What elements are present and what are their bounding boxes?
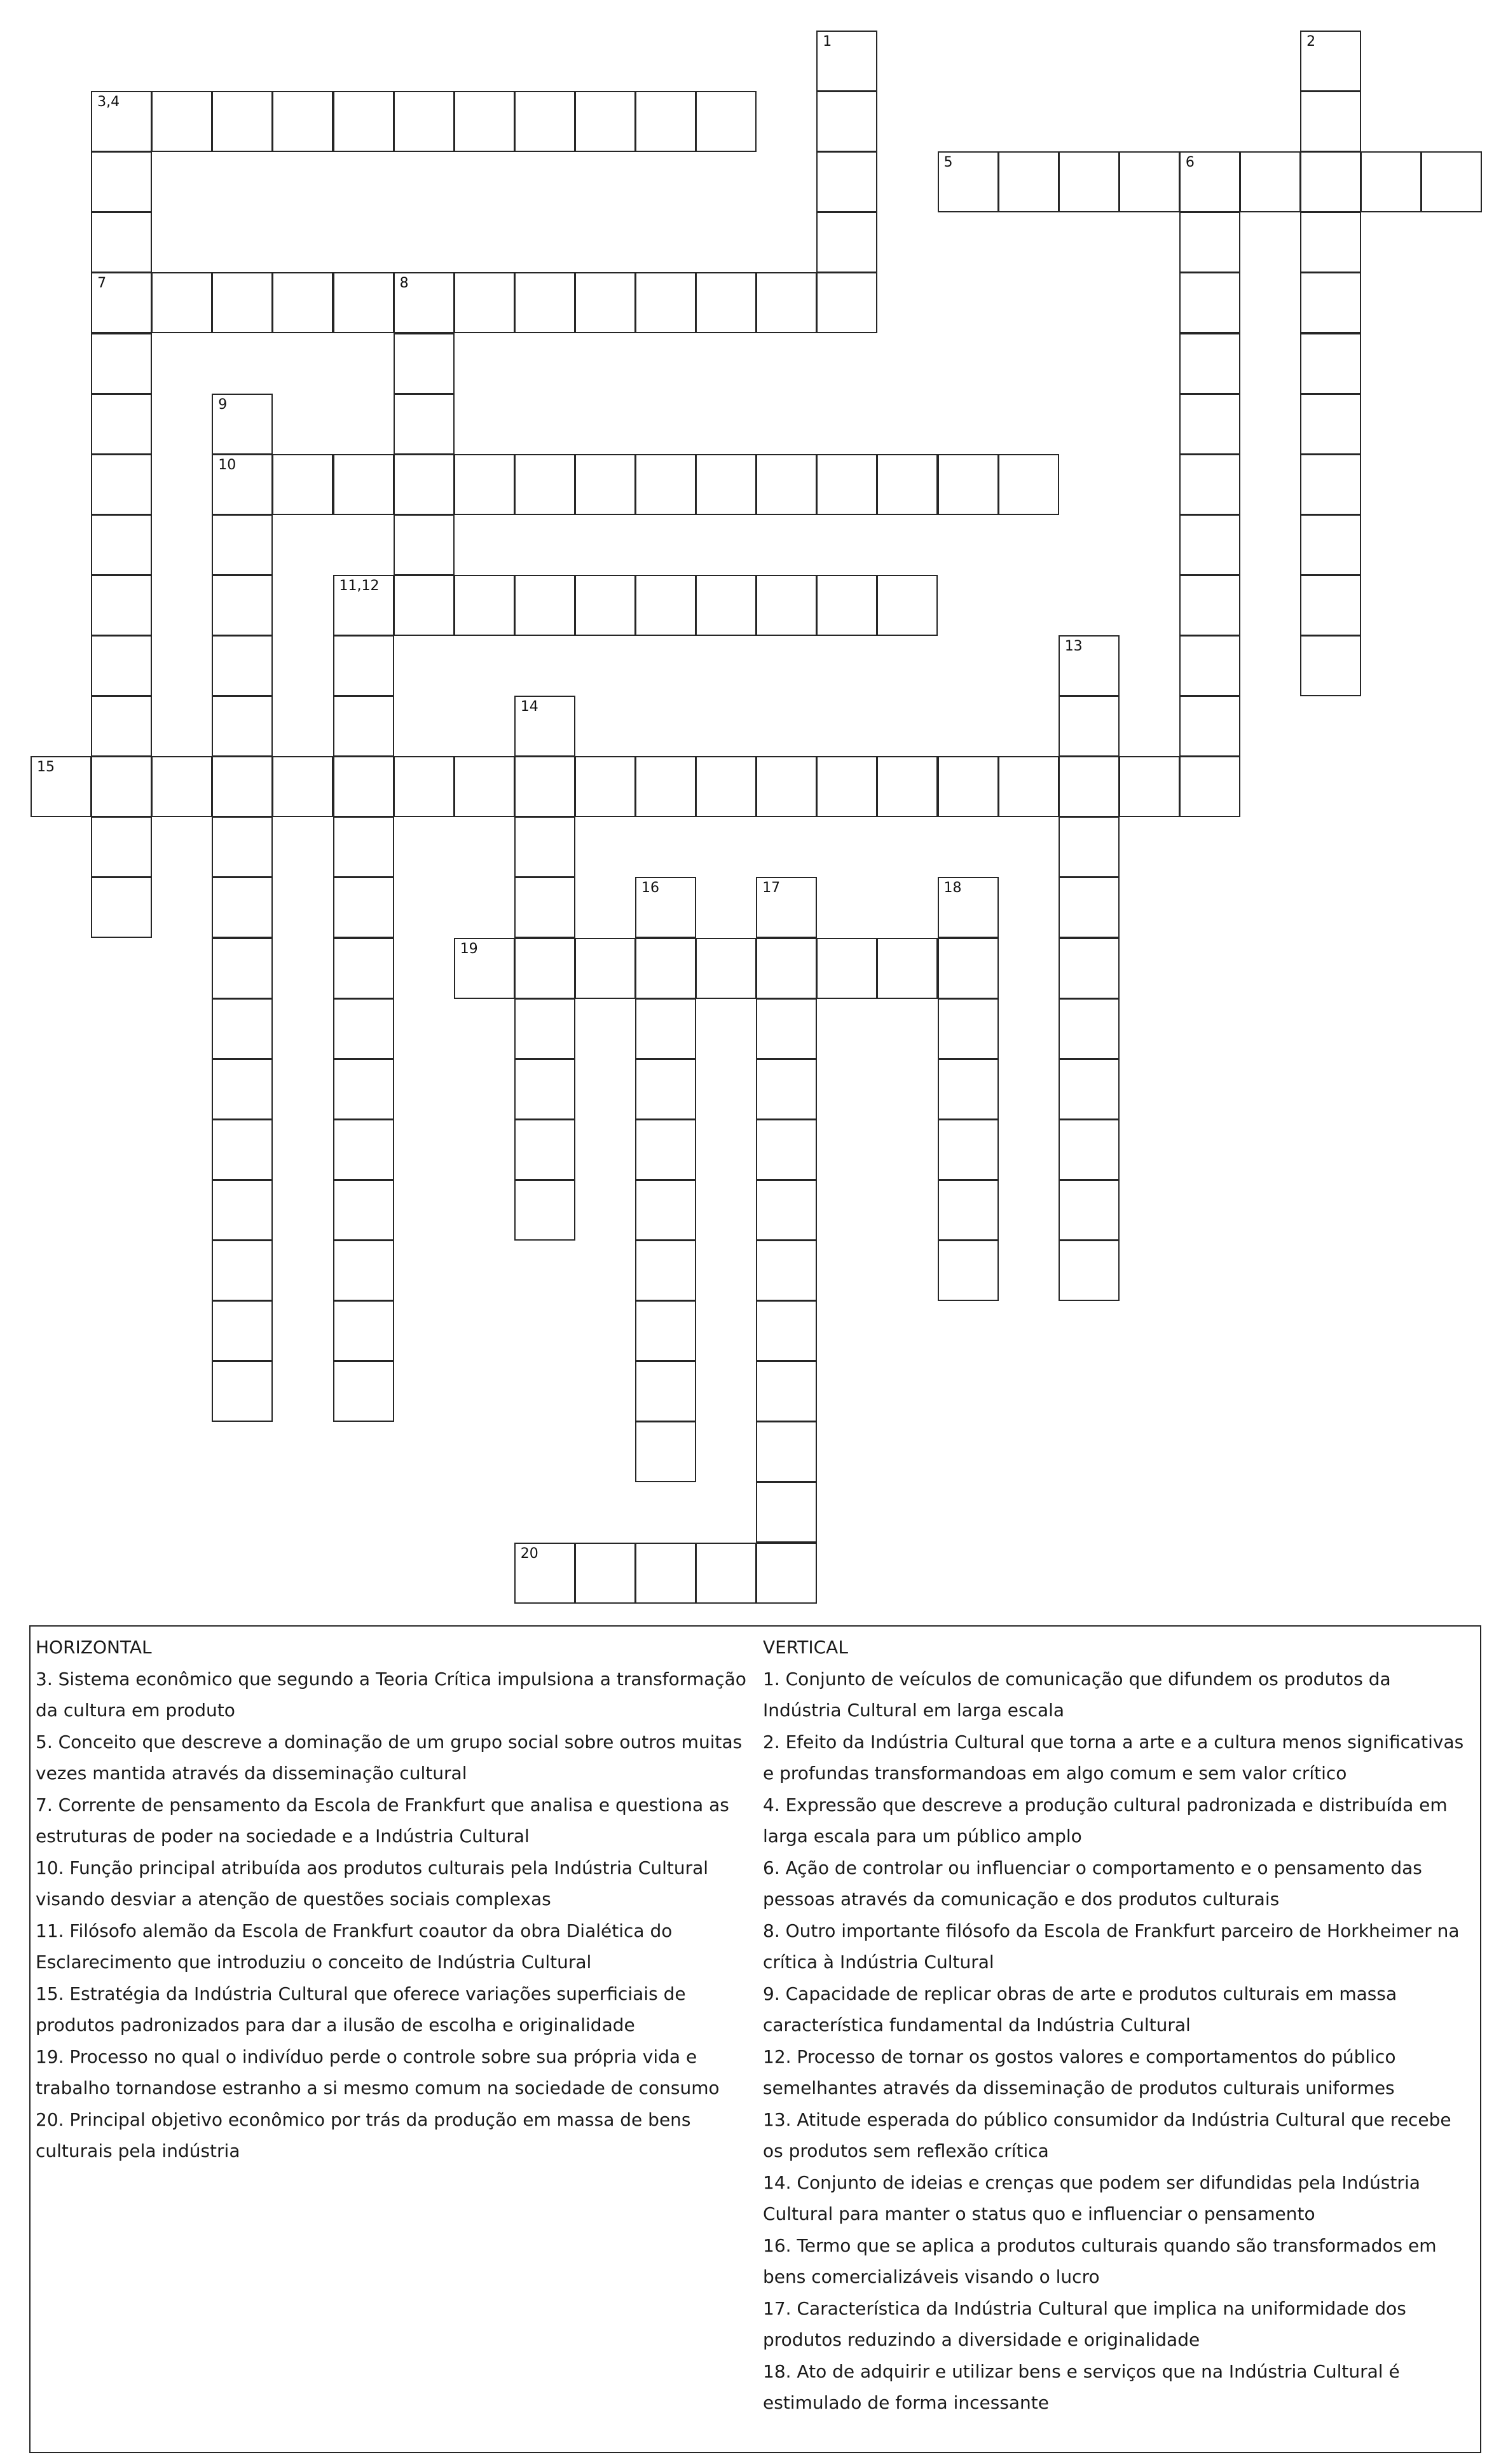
grid-cell[interactable] [212,635,273,696]
clue-down-4: 4. Expressão que descreve a produção cultural padronizada e distribuída em larga escala para um público amplo [763,1794,1448,1847]
grid-cell[interactable] [756,938,817,999]
clue-number-1112: 11,12 [339,577,380,594]
grid-cell[interactable] [756,1482,817,1543]
grid-cell[interactable] [333,635,394,696]
grid-cell[interactable] [454,938,515,999]
grid-cell[interactable] [635,938,696,999]
grid-cell[interactable] [333,1059,394,1120]
clue-across-20: 20. Principal objetivo econômico por trás da produção em massa de bens culturais pela indústria [36,2109,691,2161]
grid-cell[interactable] [394,575,455,636]
grid-cell[interactable] [938,1119,999,1180]
grid-cell[interactable] [575,454,636,515]
grid-cell[interactable] [938,756,999,817]
grid-cell[interactable] [938,1180,999,1241]
grid-cell[interactable] [514,91,575,152]
grid-cell[interactable] [1300,212,1361,273]
grid-cell[interactable] [212,514,273,575]
grid-cell[interactable] [635,1361,696,1422]
grid-cell[interactable] [212,1361,273,1422]
grid-cell[interactable] [1059,938,1120,999]
grid-cell[interactable] [635,877,696,938]
grid-cell[interactable] [1300,394,1361,455]
grid-cell[interactable] [333,816,394,878]
grid-cell[interactable] [756,1240,817,1301]
grid-cell[interactable] [696,756,757,817]
grid-cell[interactable] [756,877,817,938]
grid-cell[interactable] [91,454,152,515]
clue-down-8: 8. Outro importante filósofo da Escola de Frankfurt parceiro de Horkheimer na crítica à Indústria Cultural [763,1920,1460,1972]
clue-number-13: 13 [1064,638,1083,654]
grid-cell[interactable] [938,1059,999,1120]
grid-cell[interactable] [514,998,575,1059]
grid-cell[interactable] [272,91,333,152]
grid-cell[interactable] [212,394,273,455]
grid-cell[interactable] [635,1421,696,1482]
clue-down-2: 2. Efeito da Indústria Cultural que torna a arte e a cultura menos significativas e profundas transformandoas em algo comum e sem valor crítico [763,1731,1464,1784]
grid-cell[interactable] [816,91,877,152]
grid-cell[interactable] [1059,696,1120,757]
grid-cell[interactable] [1300,91,1361,152]
grid-cell[interactable] [938,454,999,515]
grid-cell[interactable] [514,696,575,757]
grid-cell[interactable] [212,1059,273,1120]
grid-cell[interactable] [756,1421,817,1482]
grid-cell[interactable] [1300,151,1361,212]
grid-cell[interactable] [1059,998,1120,1059]
grid-cell[interactable] [212,91,273,152]
grid-cell[interactable] [91,394,152,455]
grid-cell[interactable] [333,1361,394,1422]
grid-cell[interactable] [575,272,636,333]
grid-cell[interactable] [333,575,394,636]
grid-cell[interactable] [333,1300,394,1361]
grid-cell[interactable] [1059,1240,1120,1301]
grid-cell[interactable] [151,91,212,152]
clue-down-1: 1. Conjunto de veículos de comunicação que difundem os produtos da Indústria Cultural em larga escala [763,1668,1391,1721]
grid-cell[interactable] [877,938,938,999]
grid-cell[interactable] [272,454,333,515]
grid-cell[interactable] [635,1180,696,1241]
grid-cell[interactable] [514,1119,575,1180]
grid-cell[interactable] [212,877,273,938]
grid-cell[interactable] [272,272,333,333]
grid-cell[interactable] [1300,31,1361,92]
clue-across-19: 19. Processo no qual o indivíduo perde o controle sobre sua própria vida e trabalho tornandose estranho a si mesmo comum na sociedade de consumo [36,2046,720,2098]
grid-cell[interactable] [1179,696,1240,757]
grid-cell[interactable] [514,575,575,636]
grid-cell[interactable] [816,212,877,273]
grid-cell[interactable] [938,1240,999,1301]
clue-down-6: 6. Ação de controlar ou influenciar o comportamento e o pensamento das pessoas através da comunicação e dos produtos culturais [763,1857,1422,1910]
clue-across-11: 11. Filósofo alemão da Escola de Frankfurt coautor da obra Dialética do Esclarecimento que introduziu o conceito de Indústria Cultural [36,1920,673,1972]
grid-cell[interactable] [1059,635,1120,696]
grid-cell[interactable] [1300,454,1361,515]
clue-down-12: 12. Processo de tornar os gostos valores e comportamentos do público semelhantes através da disseminação de produtos culturais uniformes [763,2046,1396,2098]
grid-cell[interactable] [1179,272,1240,333]
grid-cell[interactable] [1119,756,1180,817]
grid-cell[interactable] [91,575,152,636]
clue-number-9: 9 [218,396,228,413]
grid-cell[interactable] [514,1543,575,1604]
grid-cell[interactable] [1179,514,1240,575]
grid-cell[interactable] [394,454,455,515]
grid-cell[interactable] [575,1543,636,1604]
grid-cell[interactable] [1421,151,1482,212]
grid-cell[interactable] [635,575,696,636]
grid-cell[interactable] [454,575,515,636]
grid-cell[interactable] [756,1180,817,1241]
grid-cell[interactable] [514,877,575,938]
grid-cell[interactable] [151,272,212,333]
grid-cell[interactable] [212,454,273,515]
grid-cell[interactable] [212,998,273,1059]
grid-cell[interactable] [333,877,394,938]
grid-cell[interactable] [635,1300,696,1361]
grid-cell[interactable] [333,272,394,333]
grid-cell[interactable] [1179,756,1240,817]
grid-cell[interactable] [635,1059,696,1120]
grid-cell[interactable] [454,91,515,152]
clue-number-16: 16 [641,880,659,897]
clue-down-14: 14. Conjunto de ideias e crenças que podem ser difundidas pela Indústria Cultural para manter o status quo e influenciar o pensamento [763,2171,1420,2224]
across-title: HORIZONTAL [36,1637,152,1658]
clue-number-20: 20 [520,1545,538,1562]
grid-cell[interactable] [91,212,152,273]
grid-cell[interactable] [333,1180,394,1241]
clue-number-14: 14 [520,699,538,715]
grid-cell[interactable] [333,938,394,999]
grid-cell[interactable] [272,756,333,817]
grid-cell[interactable] [635,91,696,152]
grid-cell[interactable] [756,998,817,1059]
grid-cell[interactable] [1059,1119,1120,1180]
grid-cell[interactable] [635,454,696,515]
grid-cell[interactable] [212,816,273,878]
grid-cell[interactable] [212,1240,273,1301]
grid-cell[interactable] [575,756,636,817]
grid-cell[interactable] [696,575,757,636]
clue-number-1: 1 [823,34,832,50]
grid-cell[interactable] [1059,1180,1120,1241]
grid-cell[interactable] [394,514,455,575]
grid-cell[interactable] [816,575,877,636]
clue-number-10: 10 [218,457,236,473]
down-title: VERTICAL [763,1637,848,1658]
across-clues [36,1632,760,2167]
grid-cell[interactable] [756,1300,817,1361]
clue-number-18: 18 [943,880,962,897]
grid-cell[interactable] [998,454,1059,515]
grid-cell[interactable] [635,1119,696,1180]
grid-cell[interactable] [514,816,575,878]
grid-cell[interactable] [1360,151,1422,212]
grid-cell[interactable] [696,454,757,515]
grid-cell[interactable] [1300,635,1361,696]
grid-cell[interactable] [212,272,273,333]
grid-cell[interactable] [1059,877,1120,938]
grid-cell[interactable] [696,938,757,999]
grid-cell[interactable] [1119,151,1180,212]
grid-cell[interactable] [756,1361,817,1422]
grid-cell[interactable] [1300,514,1361,575]
grid-cell[interactable] [454,756,515,817]
grid-cell[interactable] [212,756,273,817]
grid-cell[interactable] [91,151,152,212]
grid-cell[interactable] [212,1180,273,1241]
grid-cell[interactable] [333,454,394,515]
grid-cell[interactable] [696,272,757,333]
clue-across-10: 10. Função principal atribuída aos produtos culturais pela Indústria Cultural visando desviar a atenção de questões sociais complexas [36,1857,709,1910]
grid-cell[interactable] [816,151,877,212]
grid-cell[interactable] [333,1119,394,1180]
grid-cell[interactable] [1179,212,1240,273]
grid-cell[interactable] [938,938,999,999]
grid-cell[interactable] [91,635,152,696]
grid-cell[interactable] [333,91,394,152]
grid-cell[interactable] [1179,151,1240,212]
grid-cell[interactable] [1179,454,1240,515]
grid-cell[interactable] [1059,756,1120,817]
grid-cell[interactable] [1300,333,1361,394]
grid-cell[interactable] [514,1059,575,1120]
grid-cell[interactable] [635,1543,696,1604]
grid-cell[interactable] [938,998,999,1059]
grid-cell[interactable] [635,756,696,817]
grid-cell[interactable] [212,1119,273,1180]
grid-cell[interactable] [91,696,152,757]
clue-down-13: 13. Atitude esperada do público consumidor da Indústria Cultural que recebe os produtos sem reflexão crítica [763,2109,1451,2161]
clue-number-17: 17 [762,880,781,897]
clue-across-3: 3. Sistema econômico que segundo a Teoria Crítica impulsiona a transformação da cultura em produto [36,1668,746,1721]
grid-cell[interactable] [394,91,455,152]
clue-number-15: 15 [37,759,55,776]
down-clues [763,1632,1475,2419]
grid-cell[interactable] [151,756,212,817]
grid-cell[interactable] [514,938,575,999]
grid-cell[interactable] [333,696,394,757]
clue-number-6: 6 [1185,155,1195,171]
grid-cell[interactable] [333,756,394,817]
grid-cell[interactable] [91,816,152,878]
grid-cell[interactable] [394,394,455,455]
grid-cell[interactable] [575,91,636,152]
grid-cell[interactable] [816,756,877,817]
grid-cell[interactable] [877,575,938,636]
grid-cell[interactable] [333,998,394,1059]
grid-cell[interactable] [1059,151,1120,212]
clue-down-18: 18. Ato de adquirir e utilizar bens e serviços que na Indústria Cultural é estimulado de forma incessante [763,2360,1400,2413]
grid-cell[interactable] [938,151,999,212]
grid-cell[interactable] [756,454,817,515]
grid-cell[interactable] [816,272,877,333]
clue-number-2: 2 [1306,34,1316,50]
grid-cell[interactable] [91,514,152,575]
grid-cell[interactable] [91,877,152,938]
grid-cell[interactable] [877,756,938,817]
clue-number-34: 3,4 [97,94,120,111]
grid-cell[interactable] [1059,1059,1120,1120]
grid-cell[interactable] [635,1240,696,1301]
grid-cell[interactable] [1179,635,1240,696]
grid-cell[interactable] [212,696,273,757]
grid-cell[interactable] [514,1180,575,1241]
grid-cell[interactable] [575,938,636,999]
grid-cell[interactable] [31,756,92,817]
grid-cell[interactable] [1179,333,1240,394]
grid-cell[interactable] [816,938,877,999]
grid-cell[interactable] [514,272,575,333]
grid-cell[interactable] [91,91,152,152]
grid-cell[interactable] [938,877,999,938]
grid-cell[interactable] [635,272,696,333]
clue-number-7: 7 [97,275,107,292]
grid-cell[interactable] [756,1543,817,1604]
grid-cell[interactable] [394,272,455,333]
clue-down-17: 17. Característica da Indústria Cultural que implica na uniformidade dos produtos reduzindo a diversidade e originalidade [763,2297,1406,2350]
grid-cell[interactable] [1240,151,1301,212]
grid-cell[interactable] [1300,575,1361,636]
grid-cell[interactable] [1300,272,1361,333]
clue-number-19: 19 [460,940,478,957]
grid-cell[interactable] [514,454,575,515]
clue-number-8: 8 [399,275,409,292]
grid-cell[interactable] [696,1543,757,1604]
clue-number-5: 5 [943,155,953,171]
grid-cell[interactable] [756,1119,817,1180]
grid-cell[interactable] [1179,575,1240,636]
grid-cell[interactable] [394,756,455,817]
grid-cell[interactable] [212,575,273,636]
grid-cell[interactable] [756,1059,817,1120]
grid-cell[interactable] [91,272,152,333]
grid-cell[interactable] [756,756,817,817]
grid-cell[interactable] [575,575,636,636]
grid-cell[interactable] [212,1300,273,1361]
grid-cell[interactable] [394,333,455,394]
grid-cell[interactable] [454,454,515,515]
grid-cell[interactable] [635,998,696,1059]
grid-cell[interactable] [333,1240,394,1301]
grid-cell[interactable] [1059,816,1120,878]
grid-cell[interactable] [454,272,515,333]
clue-down-9: 9. Capacidade de replicar obras de arte e produtos culturais em massa característica fundamental da Indústria Cultural [763,1983,1397,2035]
clue-down-16: 16. Termo que se aplica a produtos culturais quando são transformados em bens comercializáveis visando o lucro [763,2234,1437,2287]
grid-cell[interactable] [514,756,575,817]
grid-cell[interactable] [816,31,877,92]
grid-cell[interactable] [877,454,938,515]
grid-cell[interactable] [91,756,152,817]
clue-across-5: 5. Conceito que descreve a dominação de um grupo social sobre outros muitas vezes mantida através da disseminação cultural [36,1731,743,1784]
grid-cell[interactable] [212,938,273,999]
grid-cell[interactable] [696,91,757,152]
grid-cell[interactable] [756,272,817,333]
grid-cell[interactable] [998,756,1059,817]
grid-cell[interactable] [998,151,1059,212]
clue-across-15: 15. Estratégia da Indústria Cultural que oferece variações superficiais de produtos padronizados para dar a ilusão de escolha e originalidade [36,1983,686,2035]
grid-cell[interactable] [816,454,877,515]
clue-across-7: 7. Corrente de pensamento da Escola de Frankfurt que analisa e questiona as estruturas de poder na sociedade e a Indústria Cultural [36,1794,729,1847]
grid-cell[interactable] [756,575,817,636]
grid-cell[interactable] [1179,394,1240,455]
grid-cell[interactable] [91,333,152,394]
clues-panel [29,1625,1481,2453]
